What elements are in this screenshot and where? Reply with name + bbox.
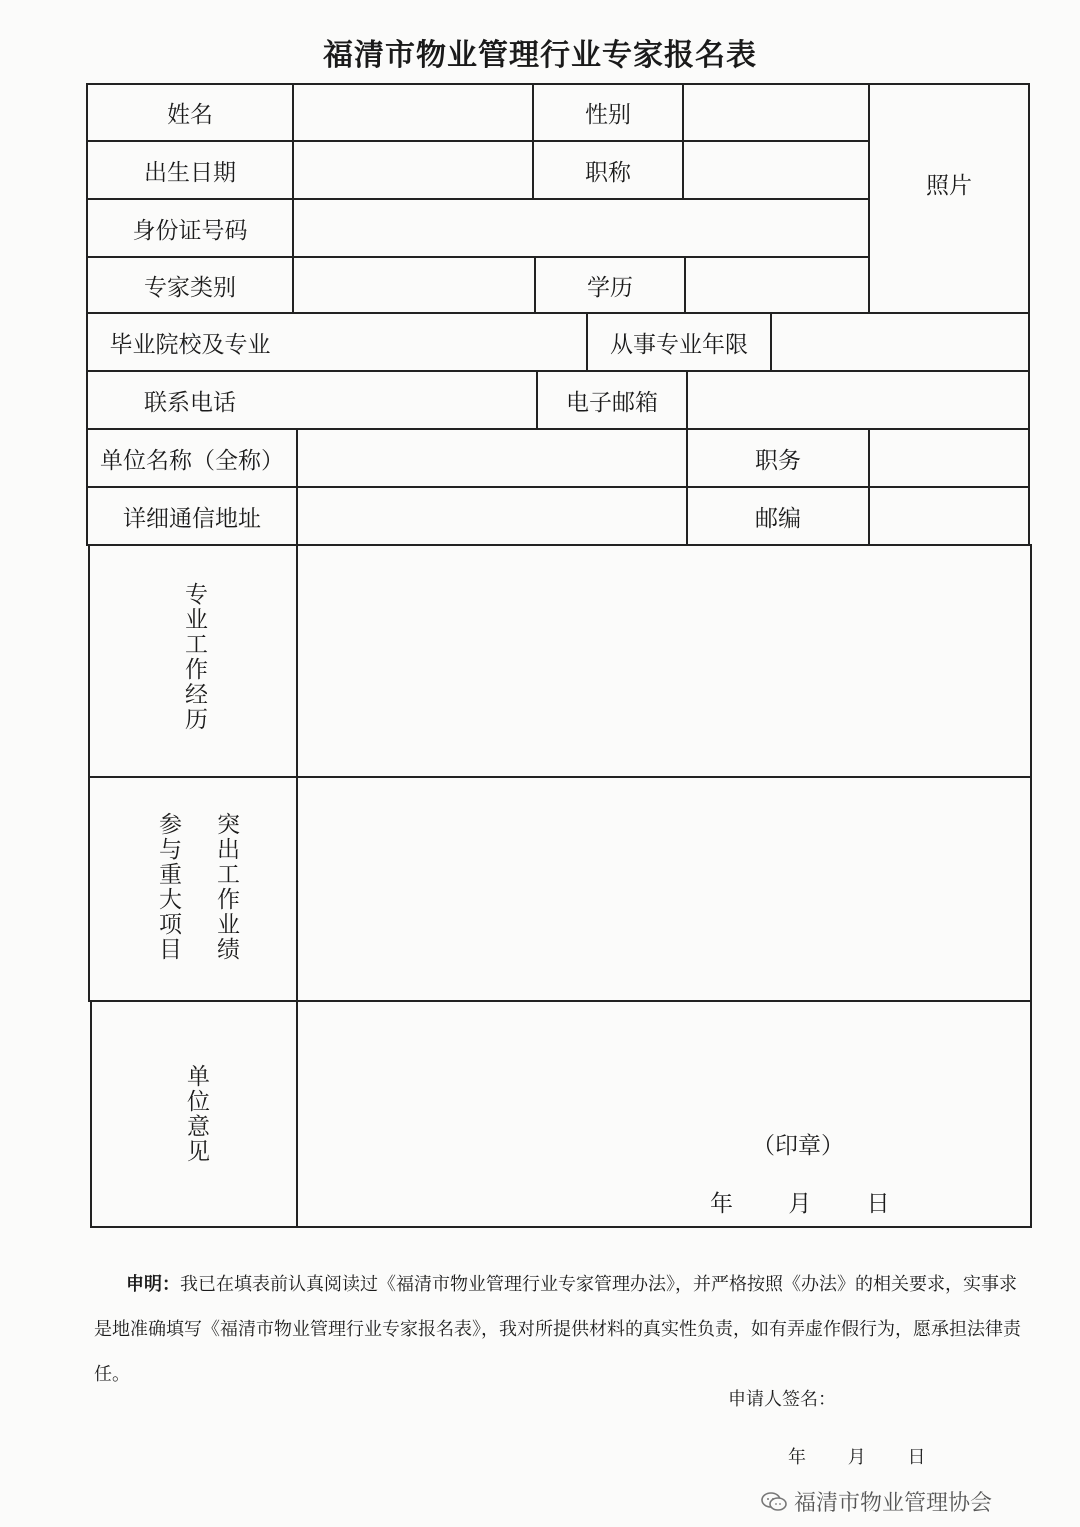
label-work-history: 专业工作经历 [181,582,207,732]
label-address: 详细通信地址 [123,505,261,532]
label-education: 学历 [587,274,633,301]
label-gender: 性别 [585,102,631,128]
label-unit-opinion: 单位意见 [183,1064,209,1164]
sign-day: 日 [907,1447,926,1468]
label-id-number: 身份证号码 [132,217,248,244]
phone-field[interactable] [294,372,536,428]
label-expert-type: 专家类别 [144,274,236,301]
form-title: 福清市物业管理行业专家报名表 [323,38,757,73]
label-projects: 参与重大项目 [155,812,181,962]
label-company: 单位名称（全称） [100,447,284,474]
education-field[interactable] [686,258,868,312]
unit-month: 月 [788,1191,812,1217]
years-field[interactable] [772,314,1028,370]
label-photo: 照片 [926,173,972,199]
signature-date [788,1443,961,1469]
address-field[interactable] [298,488,686,544]
birth-field[interactable] [294,142,532,198]
work-history-field[interactable] [298,546,1030,776]
expert-type-field[interactable] [294,258,534,312]
unit-day: 日 [866,1191,890,1217]
unit-year: 年 [710,1191,733,1217]
label-phone: 联系电话 [144,389,236,416]
label-email: 电子邮箱 [566,389,658,416]
unit-opinion-date [710,1185,938,1218]
wechat-watermark [760,1486,992,1517]
label-birth: 出生日期 [144,159,236,186]
wechat-icon [760,1491,788,1513]
sign-year: 年 [788,1447,806,1468]
achievements-field[interactable] [298,778,1030,1000]
school-major-field[interactable] [294,314,586,370]
label-school-major: 毕业院校及专业 [109,331,271,358]
declaration-body: 我已在填表前认真阅读过《福清市物业管理行业专家管理办法》，并严格按照《办法》的相关要求，实事求是地准确填写《福清市物业管理行业专家报名表》，我对所提供材料的真实性负责，如有弄虚作假行为，愿承担法律责任。 [94,1274,1021,1385]
watermark-text: 福清市物业管理协会 [794,1491,993,1516]
postcode-field[interactable] [870,488,1028,544]
label-years: 从事专业年限 [610,331,748,358]
label-position: 职务 [755,447,801,474]
name-field[interactable] [294,85,532,140]
stamp-label: （印章） [752,1133,844,1159]
company-field[interactable] [298,430,686,486]
title-rank-field[interactable] [684,142,868,198]
label-postcode: 邮编 [755,505,801,532]
declaration-lead: 申明： [126,1274,180,1295]
sign-month: 月 [847,1447,866,1468]
label-name: 姓名 [167,102,213,128]
id-number-field[interactable] [294,200,868,256]
label-achievements: 突出工作业绩 [213,812,239,962]
email-field[interactable] [688,372,1028,428]
position-field[interactable] [870,430,1028,486]
gender-field[interactable] [684,85,868,140]
declaration-text [94,1262,1034,1397]
label-title-rank: 职称 [585,159,631,186]
applicant-signature[interactable]: 申请人签名： [728,1389,836,1410]
photo-box[interactable] [870,85,1028,312]
